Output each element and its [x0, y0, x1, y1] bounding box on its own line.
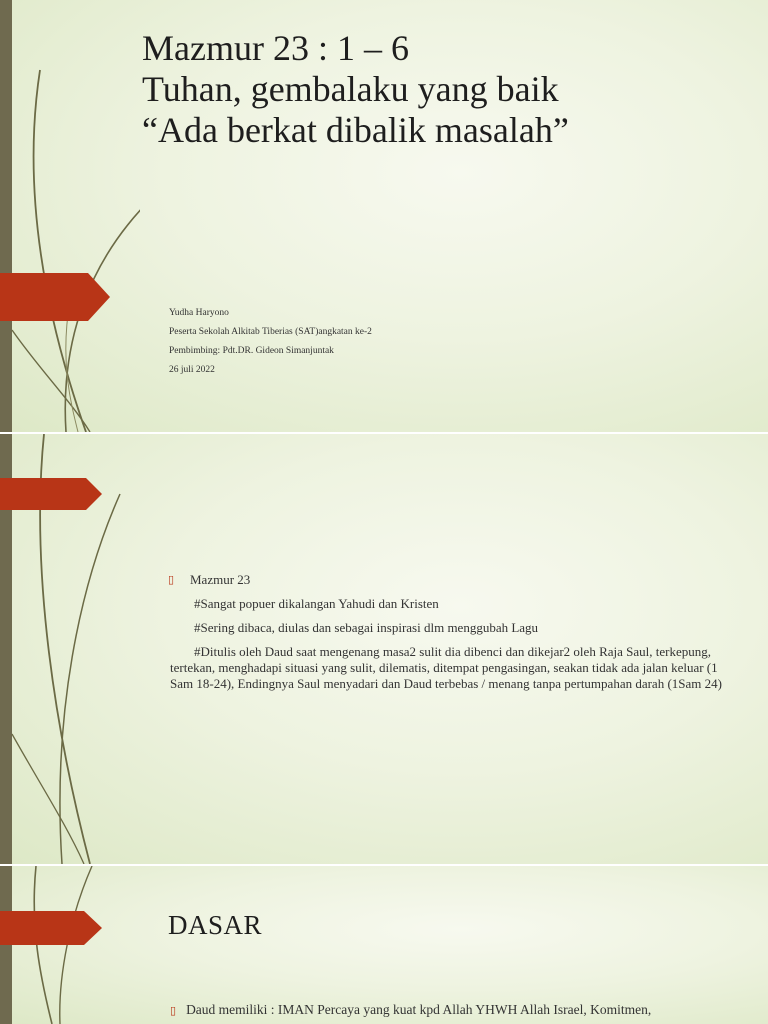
accent-ribbon [0, 478, 104, 510]
slide-title-text [142, 28, 569, 151]
decorative-swirl-lines [0, 866, 140, 1024]
slide-left-bar [0, 0, 12, 432]
bullet-text: Mazmur 23 [190, 572, 251, 587]
bullet-text: Daud memiliki : IMAN Percaya yang kuat kpd Allah YHWH Allah Israel, Komitmen, [186, 1002, 652, 1017]
slide-content [0, 434, 768, 864]
slide-left-bar [0, 866, 12, 1024]
title-line-2: Tuhan, gembalaku yang baik [142, 69, 559, 109]
presentation-date: 26 juli 2022 [169, 365, 215, 375]
slide-title [0, 0, 768, 432]
accent-ribbon [0, 273, 112, 321]
section-heading: DASAR [168, 910, 263, 940]
author-affiliation: Peserta Sekolah Alkitab Tiberias (SAT)angkatan ke-2 [169, 327, 372, 337]
author-info [169, 304, 372, 380]
decorative-swirl-lines [0, 0, 140, 432]
author-name: Yudha Haryono [169, 308, 229, 318]
sub-point: #Sangat popuer dikalangan Yahudi dan Kristen [194, 596, 439, 611]
slide-section [0, 866, 768, 1024]
sub-point: #Sering dibaca, diulas dan sebagai inspirasi dlm menggubah Lagu [194, 620, 539, 635]
list-item [170, 572, 730, 588]
accent-ribbon [0, 911, 104, 945]
title-line-3: “Ada berkat dibalik masalah” [142, 110, 569, 150]
supervisor: Pembimbing: Pdt.DR. Gideon Simanjuntak [169, 346, 334, 356]
slide-body [170, 572, 730, 700]
bullet-icon: ▯ [168, 574, 175, 586]
title-line-1: Mazmur 23 : 1 – 6 [142, 28, 409, 68]
bullet-icon: ▯ [170, 1005, 177, 1017]
list-item [170, 1002, 651, 1018]
paragraph: #Ditulis oleh Daud saat mengenang masa2 sulit dia dibenci dan dikejar2 oleh Raja Saul, terkepung, tertekan, menghadapi situasi yang sulit, dilematis, ditempat pengasingan, seakan tidak ada jalan keluar (1 Sam 18-24), Endingnya Saul menyadari dan Daud terbebas / menang tanpa pertumpahan darah (1Sam 24) [170, 644, 722, 691]
